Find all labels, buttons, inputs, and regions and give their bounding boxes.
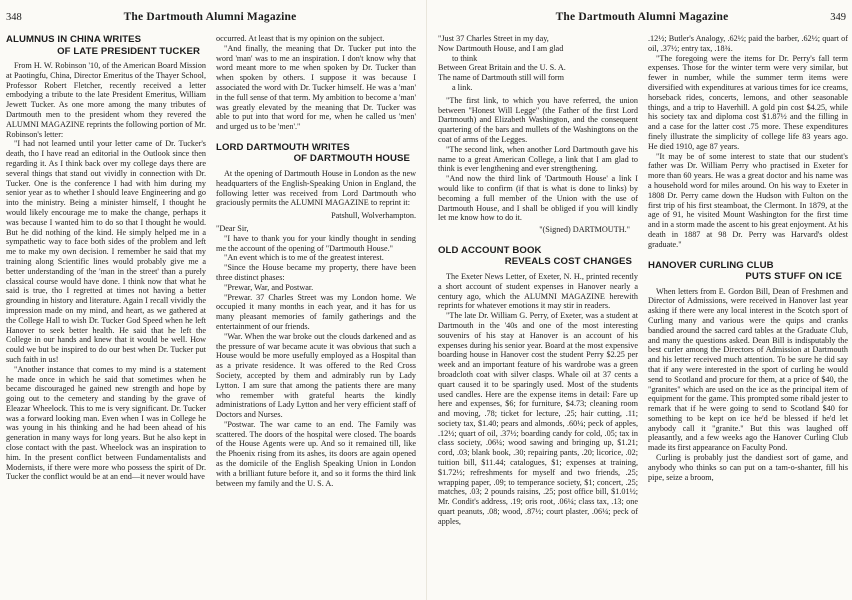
headline-hanover-curling-club: HANOVER CURLING CLUB PUTS STUFF ON ICE	[648, 259, 842, 283]
magazine-title-right: The Dartmouth Alumni Magazine	[555, 11, 729, 23]
right-column-2	[648, 34, 848, 594]
letter-salutation: "Dear Sir,	[216, 223, 249, 233]
article-paragraph: Curling is probably just the dandiest sort of game, and anybody who thinks so can put on a tam-o-shanter, fill his pipe, seize a broom,	[648, 453, 848, 482]
page-number-349: 349	[830, 12, 846, 23]
left-page	[4, 8, 416, 594]
letter-paragraph: "An event which is to me of the greatest interest.	[224, 253, 384, 263]
letter-paragraph: "Postwar. The war came to an end. The Family was scattered. The doors of the hospital were closed. The boards of the House Agents were up. And so it remained till, like the Phoenix rising from its ashes, its doors are again opened as the domicile of the English Speaking Union in London with a brilliant future before it, and so it forms the third link between my family and the U. S. A.	[216, 419, 416, 488]
letter-paragraph: "Prewar, War, and Postwar.	[224, 282, 314, 292]
article-paragraph: From H. W. Robinson '10, of the American Board Mission at Paotingfu, China, Director Emeritus of the Thayer School, Professor Robert Fletcher, recently received a letter embodying a tribute to the late President Emeritus, William Jewett Tucker. As one more among the many tributes of Dartmouth men to the president whom they revered the ALUMNI MAGAZINE reprints the following portion of Mr. Robinson's letter:	[6, 61, 206, 139]
left-column-1	[6, 34, 206, 594]
running-head-right	[436, 8, 848, 26]
headline-old-account-book: OLD ACCOUNT BOOK REVEALS COST CHANGES	[438, 244, 632, 268]
magazine-title-left: The Dartmouth Alumni Magazine	[123, 11, 297, 23]
article-paragraph: "The foregoing were the items for Dr. Perry's fall term expenses. Those for the winter term were very similar, but fewer in number, while the summer term items were diversified with expenditures at various times for ice creams, horseback rides, concerts, lemons, and other seasonable things, and a trip to Haverhill. A gold pin cost $4.25, while his society tax and diploma cost $1.87½ and the filling in and a case for the latter cost .75 more. These expenditures finely illustrate the simplicity of college life 83 years ago. He died 1910, age 87 years.	[648, 53, 848, 151]
letter-paragraph: "The first link, to which you have referred, the union between "Honest Will Legge" (the Father of the first Lord Dartmouth) and Elizabeth Washington, and the consequent quartering of the bars and mullets of the Washingtons on the coat of arms of the Legges.	[438, 95, 638, 144]
headline-alumnus-in-china: ALUMNUS IN CHINA WRITES OF LATE PRESIDENT TUCKER	[6, 34, 200, 57]
letter-paragraph: "Since the House became my property, there have been three distinct phases:	[216, 263, 416, 282]
article-paragraph: occurred. At least that is my opinion on the subject.	[216, 34, 385, 43]
article-paragraph: "It may be of some interest to state that our student's father was Dr. William Perry who practised in Exeter for more than 60 years. He was a great doctor and his name was a household word for miles around. On his way to Exeter in 1808 Dr. Perry came down the Hudson with Fulton on the first trip of his first steamboat, the Clermont. In 1879, at the age of 91, he visited Mount Washington for the first time and in a storm made the ascent to his great enjoyment. At his death in 1887 at 98 Dr. Perry was Harvard's oldest graduate."	[648, 151, 848, 249]
running-head-left	[4, 8, 416, 26]
left-column-2	[216, 34, 416, 594]
right-column-1	[438, 34, 638, 594]
letter-address: Patshull, Wolverhampton.	[331, 211, 416, 221]
article-paragraph: When letters from E. Gordon Bill, Dean of Freshmen and Director of Admissions, were received in Hanover last year asking if there were any local interest in the Scotch sport of Curling many and various were the quips and cranks bandied around the sacred card tables at the Graduate Club, and many the questions asked. Dean Bill is indisputably the best curler among the Directors of Admission at Dartmouth and his letter received much attention. To be sure he did say that if any were interested in the sport of curling he would send to Scotland and procure for them, at a price of $40, the "granites" which are used on the ice as the principal item of equipment for the game. This prompted some ribald jester to remark that if he were going to send to Scotland $40 for something to be kept on ice he'd be blessed if he'd let anybody call it "granite." But this was laughed off pleasantly, and a few weeks ago the Hanover Curling Club made its first appearance on Faculty Pond.	[648, 286, 848, 453]
headline-lord-dartmouth: LORD DARTMOUTH WRITES OF DARTMOUTH HOUSE	[216, 141, 410, 165]
page-number-348: 348	[6, 12, 22, 23]
letter-paragraph: "Prewar. 37 Charles Street was my London home. We occupied it many months in each year, and it has for us many pleasant memories of family gatherings and the entertainment of our friends.	[216, 292, 416, 331]
article-paragraph: "Another instance that comes to my mind is a statement he made once in which he said that sometimes when he became discouraged he gained new strength and hope by going out to the cemetery and standing by the grave of Eleazar Wheelock. This to me is very significant. Dr. Tucker was a forward looking man. Even when I was in College he was young in his thinking and he had been ahead of his generation in many ways for long years. But he also kept in close contact with the past. Wheelock was an inspiration to him. In the present conflict between Fundamentalists and Modernists, if there were more who possess the spirit of Dr. Tucker the conflict would be at an end—it never would have	[6, 364, 206, 482]
article-paragraph: At the opening of Dartmouth House in London as the new headquarters of the English-Speaking Union in England, the following letter was received from Lord Dartmouth who graciously permits the ALUMNI MAGAZINE to reprint it:	[216, 168, 416, 208]
article-paragraph: The Exeter News Letter, of Exeter, N. H., printed recently a short account of student expenses in Hanover nearly a century ago, which the ALUMNI MAGAZINE herewith reprints for whatever emotions it may stir in readers.	[438, 271, 638, 311]
letter-paragraph: "I have to thank you for your kindly thought in sending me the account of the opening of "Dartmouth House."	[216, 233, 416, 253]
article-paragraph: "And finally, the meaning that Dr. Tucker put into the word 'man' was to me an inspiration. I don't know why that word meant more to me when spoken by Dr. Tucker than when spoken by others. I suppose it was because I associated the word with Dr. Tucker himself. He was a 'man' in the full sense of that term. My ambition to become a 'man' was greatly elevated by the meaning that Dr. Tucker was able to put into that word for me, when he called us 'men' and urged us to be 'men'."	[216, 43, 416, 132]
poem-block: "Just 37 Charles Street in my day, Now Dartmouth House, and I am glad to think Between Great Britain and the U. S. A. The name of Dartmouth still will form a link.	[438, 34, 566, 92]
right-page	[436, 8, 848, 594]
article-paragraph: .12½; Butler's Analogy, .62½; paid the barber, .62½; quart of oil, .37½; entry tax, .18¾.	[648, 34, 848, 53]
letter-paragraph: "And now the third link of 'Dartmouth House' a link I would like to confirm (if that is what is done to links) by becoming a full member of the Union with the use of Dartmouth House, and I shall be obliged if you will kindly let me know how to do it.	[438, 174, 638, 223]
page-gutter	[426, 0, 427, 600]
letter-paragraph: "War. When the war broke out the clouds darkened and as the pressure of war became acute it was obvious that such a House would be more usefully employed as a Hospital than as a private residence. It was offered to the Red Cross Society, accepted by them and admirably run by Lady Lytton. I am sure that among the patients there are many who remember with grateful hearts the kindly administrations of Lady Lytton and her very efficient staff of Doctors and Nurses.	[216, 331, 416, 420]
article-paragraph: "I had not learned until your letter came of Dr. Tucker's death, tho I have read an editorial in the Outlook since then regarding it. As I think back over my college days there are several things that stand out vividly in connection with Dr. Tucker. One is the conference I had with him during my senior year as to whether I should leave Engineering and go into the ministry. Being a minister himself, I thought he would likely encourage me to make the change, perhaps it was because I wanted him to do so that I thought he would. But he did nothing of the kind. He simply helped me in a sympathetic way to face both sides of the problem and left me to make my own decision. I remember he said that my training along Scientific lines would probably give me a better understanding of the 'man in the street' than a purely classical course would have done. I think now that what he said is true, tho I regretted at times not having a better grounding in history and literature. Again I recall vividly the impression made on my mind, and heart, as we gathered at the College Hall to wish Dr. Tucker God Speed when he left Hanover to seek better health. He said that he left the College in our hands and knew that it would be well. How could we but be inspired to do our best when Dr. Tucker put such faith in us!	[6, 139, 206, 364]
article-paragraph: "The late Dr. William G. Perry, of Exeter, was a student at Dartmouth in the '40s and one of the most interesting souvenirs of his stay at Hanover is an account of his expenses during his senior year. Board at the most expensive boarding house in Hanover cost the student Perry $2.25 per week and an important feature of his wardrobe was a green broadcloth coat with silver clasps. Whale oil at 37 cents a quart caused it to be sparingly used. Most of the students used candles. Here are the expense items in detail: Fare up here and expenses, $6; for furniture, $4.73; cleaning room and moving, .78; ticket for lecture, .25; hair cutting, .11; society tax, $1.40; pears and almonds, .60¼; peck of apples, .12½; quart of oil, .37½; boarding candy for cold, .05; tax in class society, .06¼; wood sawing and bringing up, $1.21; cord, .03; blank book, .30; repairing pants, .20; licorice, .02; tuition bill, $11.44; catalogues, $1; expenses at training, $1.72½; refreshments for myself and two friends, .25; wrapping paper, .09; to temperance society, $1; concert, .25; matches, .03; 2 pounds raisins, .25; post office bill, $1.01½; Mr. Condit's address, .19; oris root, .06¼; class tax, .13; one quart peanuts, .08; wood, .87½; court plaster, .06¼; peck of apples,	[438, 311, 638, 526]
letter-paragraph: "The second link, when another Lord Dartmouth gave his name to a great American College, a link that I am glad to think is ever lengthening and ever strengthening.	[438, 144, 638, 174]
letter-signature: "(Signed) DARTMOUTH."	[539, 225, 630, 235]
